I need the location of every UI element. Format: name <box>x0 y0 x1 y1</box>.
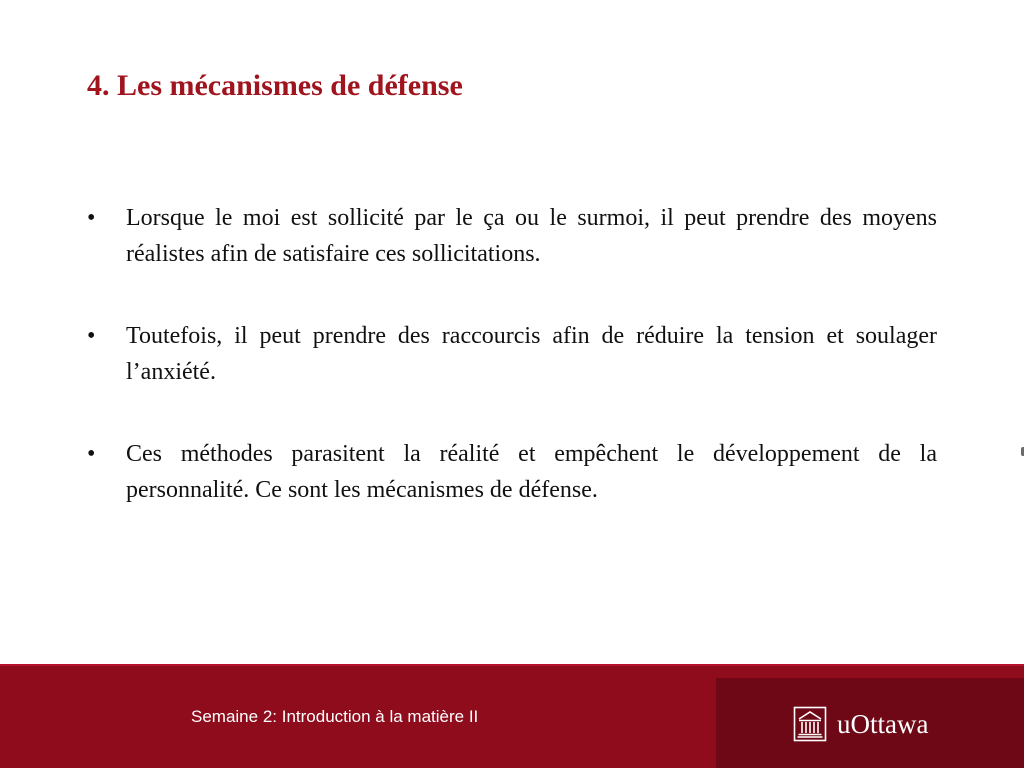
bullet-text: Toutefois, il peut prendre des raccourcis afin de réduire la tension et soulager l’anxiété. <box>126 323 937 385</box>
uottawa-logo <box>793 704 928 744</box>
bullet-item <box>87 436 937 508</box>
bullet-text: Ces méthodes parasitent la réalité et empêchent le développement de la personnalité. Ce sont les mécanismes de défense. <box>126 441 937 503</box>
footer-bar <box>0 664 1024 768</box>
bullet-list <box>87 200 937 554</box>
bullet-text: Lorsque le moi est sollicité par le ça ou le surmoi, il peut prendre des moyens réalistes afin de satisfaire ces sollicitations. <box>126 205 937 267</box>
bullet-item <box>87 318 937 390</box>
university-building-icon <box>793 706 827 742</box>
logo-wordmark: uOttawa <box>837 709 929 739</box>
slide-title: 4. Les mécanismes de défense <box>87 69 463 102</box>
bullet-marker: • <box>87 205 96 231</box>
bullet-item <box>87 200 937 272</box>
course-label: Semaine 2: Introduction à la matière II <box>191 707 479 726</box>
bullet-marker: • <box>87 323 96 349</box>
bullet-marker: • <box>87 441 96 467</box>
footer-divider <box>0 664 1024 666</box>
